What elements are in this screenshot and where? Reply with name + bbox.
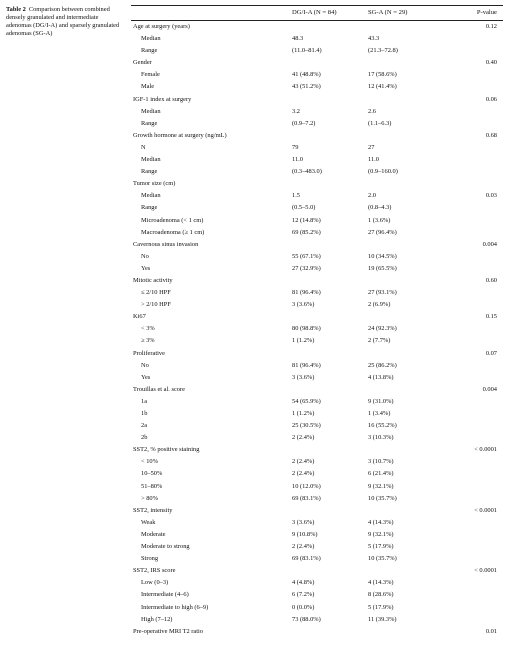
dg-value: 79 (292, 143, 299, 151)
sg-value: 11.0 (368, 156, 379, 164)
table-row (131, 251, 503, 263)
row-label: Gender (133, 59, 152, 67)
dg-value: 41 (48.8%) (292, 71, 321, 79)
dg-value: 1.5 (292, 192, 300, 200)
row-label: 1a (141, 397, 148, 405)
row-label: SST2, % positive staining (133, 446, 200, 454)
sg-value: (0.8–4.3) (368, 204, 392, 212)
table-row (131, 106, 503, 118)
dg-value: 25 (30.5%) (292, 422, 321, 430)
table-section-row (131, 178, 503, 190)
row-label: < 3% (141, 325, 155, 333)
dg-value: 73 (88.0%) (292, 615, 321, 623)
row-label: 10–50% (141, 470, 163, 478)
row-label: Age at surgery (years) (133, 23, 190, 30)
row-label: 2a (141, 422, 148, 430)
row-label: Intermediate (4–6) (141, 591, 189, 599)
p-value: < 0.0001 (474, 446, 497, 454)
row-label: SST2, intensity (133, 506, 173, 514)
dg-value: (0.9–7.2) (292, 119, 316, 127)
dg-value: 81 (96.4%) (292, 289, 321, 297)
dg-value: (0.5–5.0) (292, 204, 316, 212)
sg-value: 8 (28.6%) (368, 591, 394, 599)
row-label: Cavernous sinus invasion (133, 240, 199, 248)
dg-value: 69 (83.1%) (292, 555, 321, 563)
table-row (131, 45, 503, 57)
p-value: 0.004 (482, 385, 497, 393)
p-value: 0.01 (485, 627, 497, 635)
sg-value: 10 (35.7%) (368, 494, 397, 502)
row-label: Range (141, 204, 158, 212)
table-row (131, 602, 503, 614)
row-label: ≤ 2/10 HPF (141, 289, 171, 297)
row-label: Microadenoma (< 1 cm) (141, 216, 204, 224)
p-value: 0.12 (485, 23, 497, 30)
table-row (131, 529, 503, 541)
table-row (131, 69, 503, 81)
dg-value: 11.0 (292, 156, 303, 164)
sg-value: 27 (96.4%) (368, 228, 397, 236)
row-label: ≥ 3% (141, 337, 155, 345)
table-row (131, 287, 503, 299)
sg-value: 2.6 (368, 107, 376, 115)
sg-value: 24 (92.3%) (368, 325, 397, 333)
table-row (131, 396, 503, 408)
table-row (131, 335, 503, 347)
table-row (131, 517, 503, 529)
dg-value: 55 (67.1%) (292, 252, 321, 260)
sg-value: 16 (55.2%) (368, 422, 397, 430)
table-row (131, 154, 503, 166)
sg-value: 9 (31.0%) (368, 397, 394, 405)
row-label: N (141, 143, 146, 151)
table-section-row (131, 239, 503, 251)
header-dg-column: DG/I-A (N = 84) (292, 9, 337, 16)
table-row (131, 81, 503, 93)
row-label: Mitotic activity (133, 276, 173, 284)
table-section-row (131, 348, 503, 360)
table-row (131, 202, 503, 214)
p-value: 0.004 (482, 240, 497, 248)
dg-value: 1 (1.2%) (292, 337, 315, 345)
sg-value: 3 (10.7%) (368, 458, 394, 466)
p-value: 0.68 (485, 131, 497, 139)
p-value: 0.15 (485, 313, 497, 321)
row-label: Tumor size (cm) (133, 180, 176, 188)
table-row (131, 215, 503, 227)
table-row (131, 166, 503, 178)
table-section-row (131, 565, 503, 577)
p-value: 0.07 (485, 349, 497, 357)
sg-value: 27 (93.1%) (368, 289, 397, 297)
table-row (131, 33, 503, 45)
table-row (131, 468, 503, 480)
row-label: No (141, 361, 149, 369)
dg-value: 2 (2.4%) (292, 470, 315, 478)
row-label: Growth hormone at surgery (ng/mL) (133, 131, 227, 139)
dg-value: 3 (3.6%) (292, 518, 315, 526)
row-label: IGF-1 index at surgery (133, 95, 192, 103)
dg-value: 2 (2.4%) (292, 543, 315, 551)
dg-value: 2 (2.4%) (292, 458, 315, 466)
sg-value: (21.3–72.8) (368, 47, 398, 55)
dg-value: (0.3–483.0) (292, 168, 322, 176)
table-row (131, 456, 503, 468)
dg-value: 3.2 (292, 107, 300, 115)
p-value: < 0.0001 (474, 506, 497, 514)
dg-value: 2 (2.4%) (292, 434, 315, 442)
dg-value: 9 (10.8%) (292, 530, 318, 538)
table-caption (6, 6, 124, 38)
table-row (131, 577, 503, 589)
dg-value: 3 (3.6%) (292, 301, 315, 309)
table-row (131, 589, 503, 601)
dg-value: 54 (65.9%) (292, 397, 321, 405)
table-section-row (131, 311, 503, 323)
sg-value: 1 (3.6%) (368, 216, 391, 224)
p-value: 0.06 (485, 95, 497, 103)
row-label: Strong (141, 555, 159, 563)
dg-value: 12 (14.8%) (292, 216, 321, 224)
row-label: Yes (141, 264, 151, 272)
row-label: Median (141, 156, 161, 164)
row-label: 51–80% (141, 482, 163, 490)
dg-value: 3 (3.6%) (292, 373, 315, 381)
row-label: Weak (141, 518, 156, 526)
row-label: Intermediate to high (6–9) (141, 603, 209, 611)
table-row (131, 372, 503, 384)
p-value: < 0.0001 (474, 567, 497, 575)
dg-value: (11.0–81.4) (292, 47, 322, 55)
row-label: Low (0–3) (141, 579, 169, 587)
header-p-value-column: P-value (476, 9, 497, 16)
sg-value: 9 (32.1%) (368, 530, 394, 538)
row-label: > 2/10 HPF (141, 301, 171, 309)
sg-value: 10 (34.5%) (368, 252, 397, 260)
row-label: SST2, IRS score (133, 567, 176, 575)
table-row (131, 118, 503, 130)
row-label: 1b (141, 410, 148, 417)
row-label: Macroadenoma (≥ 1 cm) (141, 228, 205, 236)
table-row (131, 481, 503, 493)
row-label: Median (141, 192, 161, 200)
sg-value: 2 (7.7%) (368, 337, 391, 345)
table-section-row (131, 626, 503, 638)
row-label: No (141, 252, 149, 260)
row-label: Male (141, 83, 155, 91)
row-label: Median (141, 35, 161, 43)
table-body (131, 21, 503, 638)
sg-value: 25 (86.2%) (368, 361, 397, 369)
sg-value: 11 (39.3%) (368, 615, 397, 623)
table-row (131, 360, 503, 372)
table-row (131, 299, 503, 311)
row-label: Pre-operative MRI T2 ratio (133, 627, 203, 635)
row-label: < 10% (141, 458, 158, 466)
row-label: Range (141, 47, 158, 55)
dg-value: 43 (51.2%) (292, 83, 321, 91)
table-section-row (131, 444, 503, 456)
table-section-row (131, 130, 503, 142)
row-label: Proliferative (133, 349, 165, 357)
sg-value: 2 (6.9%) (368, 301, 391, 309)
dg-value: 69 (83.1%) (292, 494, 321, 502)
dg-value: 10 (12.0%) (292, 482, 321, 490)
dg-value: 48.3 (292, 35, 304, 43)
row-label: High (7–12) (141, 615, 173, 623)
sg-value: 19 (65.5%) (368, 264, 397, 272)
row-label: Moderate (141, 530, 166, 538)
row-label: Trouillas et al. score (133, 385, 185, 393)
sg-value: 9 (32.1%) (368, 482, 394, 490)
table-number: Table 2 (6, 6, 26, 13)
table-header (131, 6, 503, 20)
table-section-row (131, 505, 503, 517)
table-row (131, 553, 503, 565)
table-row (131, 408, 503, 420)
table-row (131, 432, 503, 444)
sg-value: 12 (41.4%) (368, 83, 397, 91)
caption-text: Comparison between combined densely granulated and intermediate adenomas (DG/I-A) and sparsely granulated adenomas (SG-A) (6, 6, 120, 37)
table-section-row (131, 94, 503, 106)
sg-value: 4 (14.3%) (368, 518, 394, 526)
table-section-row (131, 57, 503, 69)
sg-value: 5 (17.9%) (368, 543, 394, 551)
row-label: 2b (141, 434, 148, 442)
row-label: Range (141, 119, 158, 127)
table-section-row (131, 275, 503, 287)
table-row (131, 493, 503, 505)
dg-value: 69 (85.2%) (292, 228, 321, 236)
dg-value: 0 (0.0%) (292, 603, 315, 611)
sg-value: 3 (10.3%) (368, 434, 394, 442)
row-label: Yes (141, 373, 151, 381)
sg-value: 2.0 (368, 192, 376, 200)
dg-value: 80 (98.8%) (292, 325, 321, 333)
dg-value: 81 (96.4%) (292, 361, 321, 369)
table-row (131, 263, 503, 275)
sg-value: 6 (21.4%) (368, 470, 394, 478)
table-row (131, 541, 503, 553)
table-row (131, 420, 503, 432)
header-sg-column: SG-A (N = 29) (368, 9, 408, 16)
p-value: 0.40 (485, 59, 497, 67)
table-row (131, 614, 503, 626)
row-label: Moderate to strong (141, 543, 190, 551)
sg-value: (1.1–6.3) (368, 119, 392, 127)
sg-value: 1 (3.4%) (368, 410, 391, 417)
dg-value: 4 (4.8%) (292, 579, 315, 587)
row-label: Ki67 (133, 313, 146, 321)
p-value: 0.03 (485, 192, 497, 200)
sg-value: (0.9–160.0) (368, 168, 398, 176)
row-label: Female (141, 71, 160, 79)
dg-value: 1 (1.2%) (292, 410, 315, 417)
dg-value: 27 (32.9%) (292, 264, 321, 272)
sg-value: 5 (17.9%) (368, 603, 394, 611)
row-label: Range (141, 168, 158, 176)
table-row (131, 323, 503, 335)
table-row (131, 227, 503, 239)
sg-value: 27 (368, 143, 375, 151)
dg-value: 6 (7.2%) (292, 591, 315, 599)
sg-value: 17 (58.6%) (368, 71, 397, 79)
comparison-table (131, 5, 503, 638)
table-row (131, 142, 503, 154)
p-value: 0.60 (485, 276, 497, 284)
table-section-row (131, 384, 503, 396)
row-label: > 80% (141, 494, 158, 502)
sg-value: 4 (14.3%) (368, 579, 394, 587)
row-label: Median (141, 107, 161, 115)
sg-value: 10 (35.7%) (368, 555, 397, 563)
table-row (131, 190, 503, 202)
sg-value: 4 (13.8%) (368, 373, 394, 381)
table-section-row (131, 21, 503, 33)
sg-value: 43.3 (368, 35, 380, 43)
